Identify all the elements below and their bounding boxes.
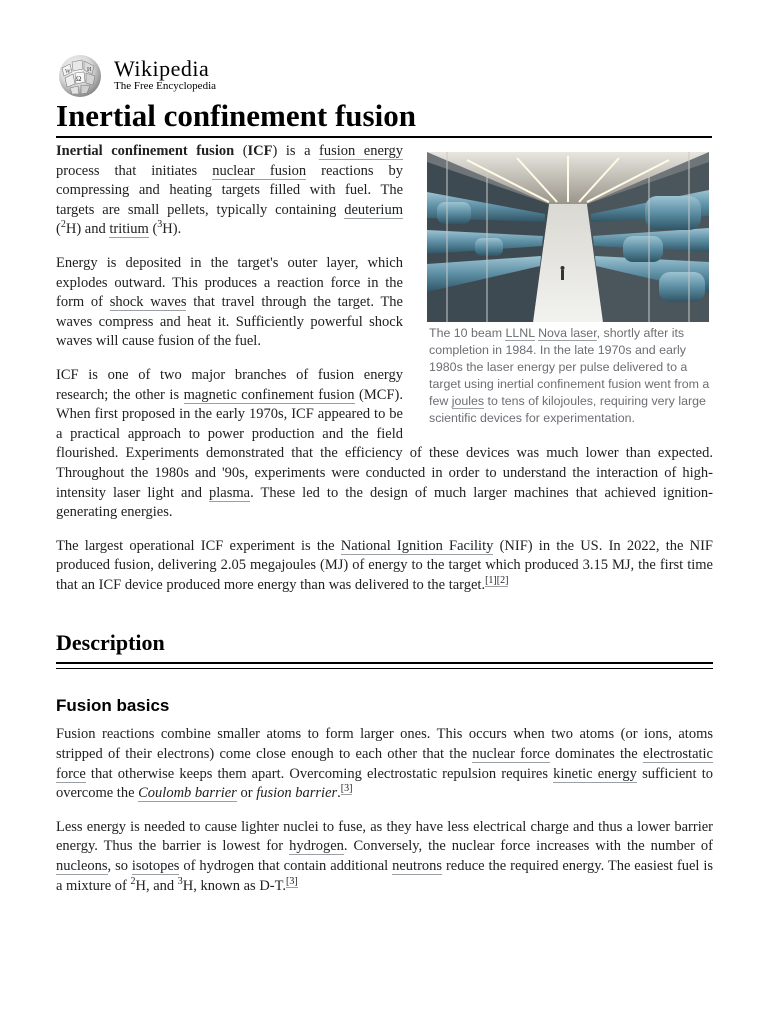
text: (	[234, 143, 248, 159]
site-name: Wikipedia	[114, 56, 210, 81]
citation-2[interactable]: [2]	[496, 575, 509, 587]
term-italic: fusion barrier	[256, 785, 338, 802]
superscript: 2	[130, 875, 136, 887]
fusion-basics-paragraph-2	[56, 818, 713, 896]
citation-3[interactable]: [3]	[340, 783, 353, 795]
link-neutrons[interactable]: neutrons	[392, 858, 443, 875]
superscript: 2	[60, 219, 66, 231]
intro-paragraph-4	[56, 537, 713, 596]
link-isotopes[interactable]: isotopes	[131, 858, 180, 875]
link-nuclear-fusion[interactable]: nuclear fusion	[212, 162, 307, 179]
caption-text: , shortly after its completion in 1984. In the late 1970s and early 1980s the laser energy per pulse delivered to a target using inertial confinement fusion went from a few	[429, 326, 710, 408]
superscript: 3	[177, 875, 183, 887]
infobox-figure	[427, 152, 713, 427]
link-magnetic-confinement-fusion[interactable]: magnetic confinement fusion	[183, 386, 355, 403]
caption-text: The 10 beam	[429, 326, 506, 340]
text: . These led to the design of much larger machines that achieved ignition-generating energies.	[56, 484, 713, 521]
citation-1[interactable]: [1]	[485, 575, 497, 587]
title-divider	[56, 136, 712, 138]
figure-caption	[427, 325, 713, 427]
page-title: Inertial confinement fusion	[56, 98, 416, 133]
text: sufficient to overcome the	[56, 765, 713, 802]
link-shock-waves[interactable]: shock waves	[109, 294, 187, 311]
subsection-heading-fusion-basics: Fusion basics	[56, 696, 170, 716]
text: reactions by compressing and heating targets filled with fuel. The targets are small pellets, typically containing	[56, 162, 403, 218]
text: H, and	[135, 877, 178, 894]
link-fusion-energy[interactable]: fusion energy	[319, 143, 403, 159]
fusion-basics-paragraph-1	[56, 725, 713, 803]
text: H, known as D-T.	[182, 877, 287, 894]
text: or	[236, 785, 257, 802]
text: that travel through the target. The waves compress and heat it. Sufficiently powerful shock waves will cause fusion of the fuel.	[56, 294, 403, 350]
site-tagline: The Free Encyclopedia	[114, 80, 217, 92]
text: Fusion reactions combine smaller atoms to form larger ones. This occurs when two atoms (or ions, atoms stripped of their electrons) come close enough to each other that the	[56, 726, 713, 763]
text: (NIF) in the US. In 2022, the NIF produced fusion, delivering 2.05 megajoules (MJ) of energy to the target which produced 3.15 MJ, the first time that an ICF device produced more energy than was delivered to the target.	[56, 537, 713, 593]
text: (	[56, 221, 61, 238]
link-national-ignition-facility[interactable]: National Ignition Facility	[340, 537, 494, 554]
link-plasma[interactable]: plasma	[209, 484, 251, 501]
text: dominates the	[549, 746, 643, 763]
svg-text:Ω: Ω	[76, 75, 82, 83]
text: Less energy is needed to cause lighter nuclei to fuse, as they have less electrical charge and thus a lower barrier energy. Thus the barrier is lowest for	[56, 818, 713, 855]
link-joules[interactable]: joules	[451, 394, 485, 408]
svg-text:W: W	[65, 69, 71, 75]
section-divider	[56, 662, 713, 669]
caption-text: to tens of kilojoules, requiring very large scientific devices for experimentation.	[429, 394, 706, 425]
link-hydrogen[interactable]: hydrogen	[289, 838, 344, 855]
section-heading-description: Description	[56, 630, 165, 656]
text: process that initiates	[56, 162, 213, 179]
term-bold: Inertial confinement fusion	[56, 143, 235, 159]
text: (MCF). When first proposed in the early 1970s, ICF appeared to be a practical approach to power production and the field flourished. Experiments demonstrated that the efficiency of these devices was much lower than expected. Throughout the 1980s and '90s, experiments were conducted in order to understand the interaction of high-intensity laser light and	[56, 386, 713, 501]
text: (	[148, 221, 158, 238]
text: of hydrogen that contain additional	[179, 858, 393, 875]
wikipedia-globe-icon	[56, 54, 104, 98]
text: ICF is one of two major branches of fusion energy research; the other is	[56, 366, 403, 403]
svg-text:И: И	[87, 67, 92, 73]
link-electrostatic-force[interactable]: electrostatic force	[56, 746, 713, 782]
article-content	[56, 142, 713, 910]
text: Energy is deposited in the target's outer layer, which explodes outward. This produces a reaction force in the form of	[56, 254, 403, 311]
text: H) and	[65, 221, 110, 238]
link-llnl[interactable]: LLNL	[505, 326, 535, 340]
text: .	[337, 785, 341, 802]
nova-laser-image[interactable]	[427, 152, 709, 322]
text: H).	[162, 221, 182, 238]
link-kinetic-energy[interactable]: kinetic energy	[553, 765, 637, 782]
link-nucleons[interactable]: nucleons	[56, 858, 108, 875]
link-deuterium[interactable]: deuterium	[344, 201, 403, 218]
link-nova-laser[interactable]: Nova laser	[538, 326, 597, 340]
link-coulomb-barrier[interactable]: Coulomb barrier	[138, 785, 237, 802]
text: , so	[107, 858, 132, 875]
text: . Conversely, the nuclear force increases with the number of	[343, 838, 713, 855]
text: reduce the required energy. The easiest fuel is a mixture of	[56, 858, 713, 894]
superscript: 3	[157, 219, 163, 231]
text: ) is a	[272, 143, 320, 159]
text: The largest operational ICF experiment is the	[56, 537, 341, 554]
abbr-bold: ICF	[247, 143, 273, 159]
text: that otherwise keeps them apart. Overcoming electrostatic repulsion requires	[85, 765, 554, 782]
link-nuclear-force[interactable]: nuclear force	[472, 746, 550, 763]
citation-3[interactable]: [3]	[286, 875, 298, 887]
link-tritium[interactable]: tritium	[109, 221, 149, 238]
